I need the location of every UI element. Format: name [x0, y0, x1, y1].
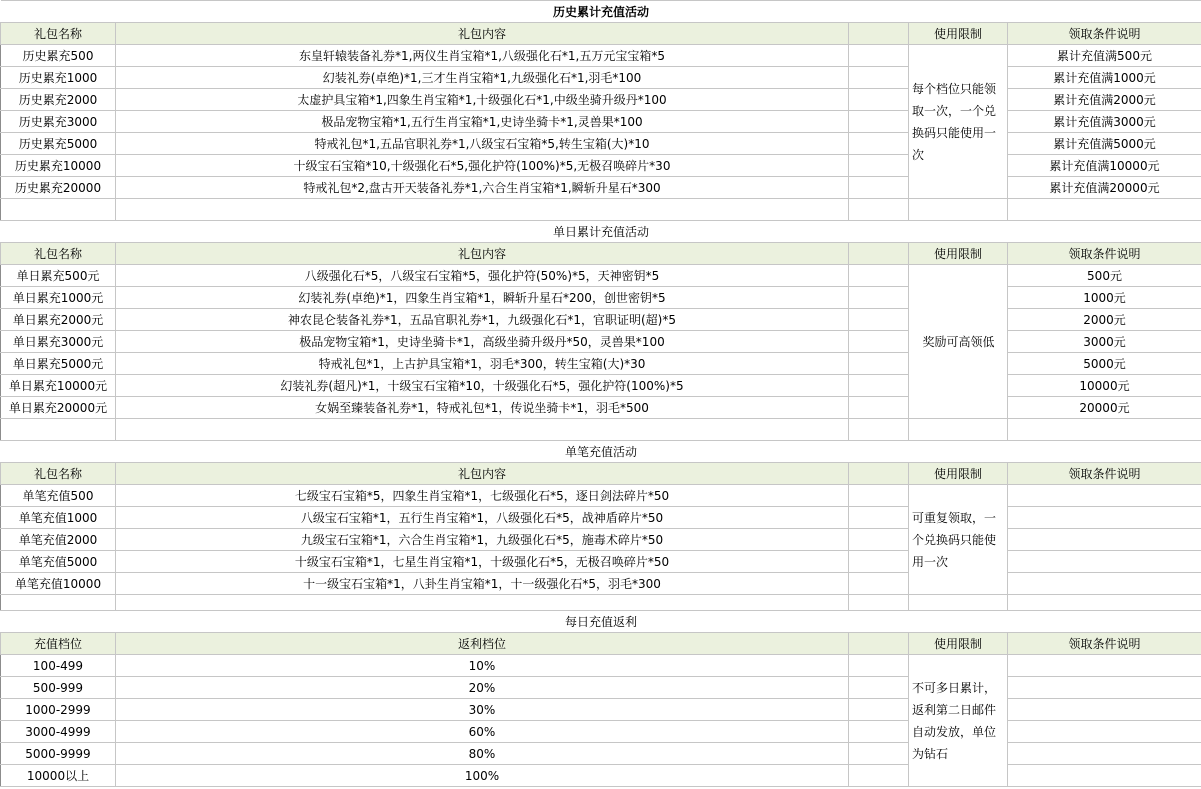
cell-content[interactable]: 八级宝石宝箱*1，五行生肖宝箱*1，八级强化石*5，战神盾碎片*50 — [116, 507, 849, 529]
cell-name[interactable]: 10000以上 — [1, 765, 116, 787]
cell-name[interactable] — [1, 595, 116, 611]
cell-blank[interactable] — [849, 595, 909, 611]
cell-blank[interactable] — [849, 133, 909, 155]
cell-condition[interactable]: 20000元 — [1008, 397, 1201, 419]
cell-condition[interactable] — [1008, 721, 1201, 743]
table-row — [1, 287, 1201, 309]
cell-name[interactable]: 历史累充500 — [1, 45, 116, 67]
cell-blank[interactable] — [849, 265, 909, 287]
cell-condition[interactable] — [1008, 595, 1201, 611]
cell-condition[interactable]: 2000元 — [1008, 309, 1201, 331]
cell-condition[interactable] — [1008, 677, 1201, 699]
cell-limit-empty[interactable] — [909, 419, 1008, 441]
cell-blank[interactable] — [849, 655, 909, 677]
header-content[interactable]: 礼包内容 — [116, 463, 849, 485]
cell-condition[interactable] — [1008, 765, 1201, 787]
cell-condition[interactable]: 累计充值满2000元 — [1008, 89, 1201, 111]
header-name[interactable]: 礼包名称 — [1, 243, 116, 265]
header-limit[interactable]: 使用限制 — [909, 463, 1008, 485]
cell-condition[interactable] — [1008, 485, 1201, 507]
cell-blank[interactable] — [849, 551, 909, 573]
cell-content[interactable]: 特戒礼包*1,五品官职礼券*1,八级宝石宝箱*5,转生宝箱(大)*10 — [116, 133, 849, 155]
cell-blank[interactable] — [849, 529, 909, 551]
cell-content[interactable]: 十级宝石宝箱*1，七星生肖宝箱*1，十级强化石*5，无极召唤碎片*50 — [116, 551, 849, 573]
cell-content[interactable]: 幻装礼券(超凡)*1，十级宝石宝箱*10，十级强化石*5，强化护符(100%)*5 — [116, 375, 849, 397]
cell-name[interactable]: 单笔充值10000 — [1, 573, 116, 595]
cell-condition[interactable]: 累计充值满5000元 — [1008, 133, 1201, 155]
cell-condition[interactable]: 累计充值满3000元 — [1008, 111, 1201, 133]
cell-name[interactable] — [1, 199, 116, 221]
table-row — [1, 397, 1201, 419]
cell-blank[interactable] — [849, 331, 909, 353]
table-row — [1, 375, 1201, 397]
cell-condition[interactable]: 3000元 — [1008, 331, 1201, 353]
header-name[interactable]: 充值档位 — [1, 633, 116, 655]
header-row — [1, 633, 1201, 655]
cell-limit-empty[interactable] — [909, 595, 1008, 611]
cell-blank[interactable] — [849, 375, 909, 397]
cell-limit[interactable]: 奖励可高领低 — [909, 265, 1008, 419]
cell-blank[interactable] — [849, 573, 909, 595]
cell-condition[interactable] — [1008, 743, 1201, 765]
cell-blank[interactable] — [849, 155, 909, 177]
header-name[interactable]: 礼包名称 — [1, 23, 116, 45]
cell-content[interactable]: 神农昆仑装备礼券*1，五品官职礼券*1，九级强化石*1，官职证明(超)*5 — [116, 309, 849, 331]
cell-content[interactable]: 80% — [116, 743, 849, 765]
section-title[interactable]: 历史累计充值活动 — [1, 1, 1201, 23]
cell-blank[interactable] — [849, 699, 909, 721]
section-title-row — [1, 441, 1201, 463]
header-limit[interactable]: 使用限制 — [909, 23, 1008, 45]
cell-content[interactable]: 幻装礼券(卓绝)*1,三才生肖宝箱*1,九级强化石*1,羽毛*100 — [116, 67, 849, 89]
section-title[interactable]: 单笔充值活动 — [1, 441, 1201, 463]
cell-content[interactable]: 30% — [116, 699, 849, 721]
cell-name[interactable]: 单笔充值2000 — [1, 529, 116, 551]
cell-condition[interactable]: 10000元 — [1008, 375, 1201, 397]
cell-content[interactable]: 九级宝石宝箱*1，六合生肖宝箱*1，九级强化石*5，施毒术碎片*50 — [116, 529, 849, 551]
header-condition[interactable]: 领取条件说明 — [1008, 463, 1201, 485]
cell-name[interactable]: 单笔充值1000 — [1, 507, 116, 529]
cell-limit-empty[interactable] — [909, 199, 1008, 221]
cell-name[interactable]: 单笔充值500 — [1, 485, 116, 507]
section-title-row — [1, 221, 1201, 243]
cell-name[interactable]: 单日累充500元 — [1, 265, 116, 287]
header-row — [1, 23, 1201, 45]
cell-content[interactable]: 10% — [116, 655, 849, 677]
cell-content[interactable] — [116, 199, 849, 221]
table-row — [1, 485, 1201, 507]
cell-blank[interactable] — [849, 353, 909, 375]
cell-name[interactable]: 历史累充1000 — [1, 67, 116, 89]
cell-condition[interactable] — [1008, 551, 1201, 573]
cell-name[interactable]: 单日累充3000元 — [1, 331, 116, 353]
section-title-row — [1, 1, 1201, 23]
cell-blank[interactable] — [849, 485, 909, 507]
cell-content[interactable]: 十一级宝石宝箱*1，八卦生肖宝箱*1，十一级强化石*5，羽毛*300 — [116, 573, 849, 595]
table-row — [1, 199, 1201, 221]
cell-blank[interactable] — [849, 419, 909, 441]
table-row — [1, 155, 1201, 177]
cell-content[interactable]: 女娲至臻装备礼券*1，特戒礼包*1，传说坐骑卡*1，羽毛*500 — [116, 397, 849, 419]
cell-name[interactable]: 单日累充5000元 — [1, 353, 116, 375]
cell-condition[interactable] — [1008, 655, 1201, 677]
cell-condition[interactable]: 累计充值满10000元 — [1008, 155, 1201, 177]
header-blank[interactable] — [849, 633, 909, 655]
cell-blank[interactable] — [849, 67, 909, 89]
table-row — [1, 655, 1201, 677]
cell-content[interactable]: 极品宠物宝箱*1,五行生肖宝箱*1,史诗坐骑卡*1,灵兽果*100 — [116, 111, 849, 133]
table-row — [1, 309, 1201, 331]
cell-blank[interactable] — [849, 507, 909, 529]
cell-name[interactable]: 100-499 — [1, 655, 116, 677]
header-row — [1, 463, 1201, 485]
cell-condition[interactable]: 1000元 — [1008, 287, 1201, 309]
table-row — [1, 765, 1201, 787]
cell-name[interactable]: 5000-9999 — [1, 743, 116, 765]
cell-content[interactable]: 100% — [116, 765, 849, 787]
header-blank[interactable] — [849, 463, 909, 485]
cell-name[interactable]: 历史累充3000 — [1, 111, 116, 133]
cell-content[interactable] — [116, 419, 849, 441]
cell-condition[interactable]: 累计充值满500元 — [1008, 45, 1201, 67]
cell-content[interactable]: 七级宝石宝箱*5，四象生肖宝箱*1，七级强化石*5，逐日剑法碎片*50 — [116, 485, 849, 507]
table-row — [1, 699, 1201, 721]
cell-content[interactable]: 特戒礼包*1，上古护具宝箱*1，羽毛*300，转生宝箱(大)*30 — [116, 353, 849, 375]
cell-name[interactable]: 500-999 — [1, 677, 116, 699]
header-content[interactable]: 返利档位 — [116, 633, 849, 655]
header-limit[interactable]: 使用限制 — [909, 633, 1008, 655]
cell-content[interactable] — [116, 595, 849, 611]
cell-limit[interactable]: 可重复领取，一个兑换码只能使用一次 — [909, 485, 1008, 595]
table-row — [1, 177, 1201, 199]
cell-name[interactable]: 单笔充值5000 — [1, 551, 116, 573]
cell-condition[interactable] — [1008, 199, 1201, 221]
cell-blank[interactable] — [849, 677, 909, 699]
cell-limit[interactable]: 每个档位只能领取一次，一个兑换码只能使用一次 — [909, 45, 1008, 199]
header-content[interactable]: 礼包内容 — [116, 23, 849, 45]
cell-content[interactable]: 十级宝石宝箱*10,十级强化石*5,强化护符(100%)*5,无极召唤碎片*30 — [116, 155, 849, 177]
cell-content[interactable]: 东皇轩辕装备礼券*1,两仪生肖宝箱*1,八级强化石*1,五万元宝宝箱*5 — [116, 45, 849, 67]
cell-condition[interactable] — [1008, 507, 1201, 529]
cell-content[interactable]: 60% — [116, 721, 849, 743]
cell-name[interactable] — [1, 419, 116, 441]
cell-blank[interactable] — [849, 89, 909, 111]
table-row — [1, 133, 1201, 155]
header-blank[interactable] — [849, 243, 909, 265]
header-name[interactable]: 礼包名称 — [1, 463, 116, 485]
section-title[interactable]: 单日累计充值活动 — [1, 221, 1201, 243]
table-row — [1, 677, 1201, 699]
cell-name[interactable]: 历史累充5000 — [1, 133, 116, 155]
cell-condition[interactable]: 5000元 — [1008, 353, 1201, 375]
header-row — [1, 243, 1201, 265]
table-row — [1, 551, 1201, 573]
cell-condition[interactable]: 累计充值满1000元 — [1008, 67, 1201, 89]
header-content[interactable]: 礼包内容 — [116, 243, 849, 265]
header-condition[interactable]: 领取条件说明 — [1008, 243, 1201, 265]
cell-name[interactable]: 历史累充2000 — [1, 89, 116, 111]
table-row — [1, 331, 1201, 353]
cell-content[interactable]: 八级强化石*5，八级宝石宝箱*5，强化护符(50%)*5，天神密钥*5 — [116, 265, 849, 287]
cell-condition[interactable] — [1008, 573, 1201, 595]
cell-blank[interactable] — [849, 199, 909, 221]
cell-condition[interactable] — [1008, 699, 1201, 721]
table-row — [1, 45, 1201, 67]
section-title[interactable]: 每日充值返利 — [1, 611, 1201, 633]
cell-blank[interactable] — [849, 721, 909, 743]
cell-blank[interactable] — [849, 743, 909, 765]
cell-blank[interactable] — [849, 397, 909, 419]
cell-name[interactable]: 3000-4999 — [1, 721, 116, 743]
header-condition[interactable]: 领取条件说明 — [1008, 23, 1201, 45]
cell-name[interactable]: 单日累充10000元 — [1, 375, 116, 397]
table-row — [1, 111, 1201, 133]
cell-name[interactable]: 历史累充20000 — [1, 177, 116, 199]
table-row — [1, 595, 1201, 611]
table-row — [1, 507, 1201, 529]
cell-condition[interactable]: 500元 — [1008, 265, 1201, 287]
table-row — [1, 743, 1201, 765]
cell-content[interactable]: 极品宠物宝箱*1，史诗坐骑卡*1，高级坐骑升级丹*50，灵兽果*100 — [116, 331, 849, 353]
cell-name[interactable]: 单日累充20000元 — [1, 397, 116, 419]
cell-content[interactable]: 20% — [116, 677, 849, 699]
cell-blank[interactable] — [849, 45, 909, 67]
cell-limit[interactable]: 不可多日累计，返利第二日邮件自动发放，单位为钻石 — [909, 655, 1008, 787]
table-row — [1, 265, 1201, 287]
cell-content[interactable]: 太虚护具宝箱*1,四象生肖宝箱*1,十级强化石*1,中级坐骑升级丹*100 — [116, 89, 849, 111]
cell-blank[interactable] — [849, 111, 909, 133]
cell-condition[interactable]: 累计充值满20000元 — [1008, 177, 1201, 199]
cell-name[interactable]: 历史累充10000 — [1, 155, 116, 177]
cell-blank[interactable] — [849, 309, 909, 331]
table-row — [1, 721, 1201, 743]
cell-blank[interactable] — [849, 287, 909, 309]
header-condition[interactable]: 领取条件说明 — [1008, 633, 1201, 655]
table-row — [1, 89, 1201, 111]
cell-condition[interactable] — [1008, 529, 1201, 551]
header-blank[interactable] — [849, 23, 909, 45]
table-row — [1, 573, 1201, 595]
table-row — [1, 529, 1201, 551]
table-row — [1, 419, 1201, 441]
table-row — [1, 353, 1201, 375]
cell-name[interactable]: 1000-2999 — [1, 699, 116, 721]
cell-content[interactable]: 特戒礼包*2,盘古开天装备礼券*1,六合生肖宝箱*1,瞬斩升星石*300 — [116, 177, 849, 199]
table-row — [1, 67, 1201, 89]
header-limit[interactable]: 使用限制 — [909, 243, 1008, 265]
cell-name[interactable]: 单日累充2000元 — [1, 309, 116, 331]
cell-name[interactable]: 单日累充1000元 — [1, 287, 116, 309]
cell-condition[interactable] — [1008, 419, 1201, 441]
cell-content[interactable]: 幻装礼券(卓绝)*1，四象生肖宝箱*1，瞬斩升星石*200，创世密钥*5 — [116, 287, 849, 309]
section-title-row — [1, 611, 1201, 633]
cell-blank[interactable] — [849, 765, 909, 787]
cell-blank[interactable] — [849, 177, 909, 199]
